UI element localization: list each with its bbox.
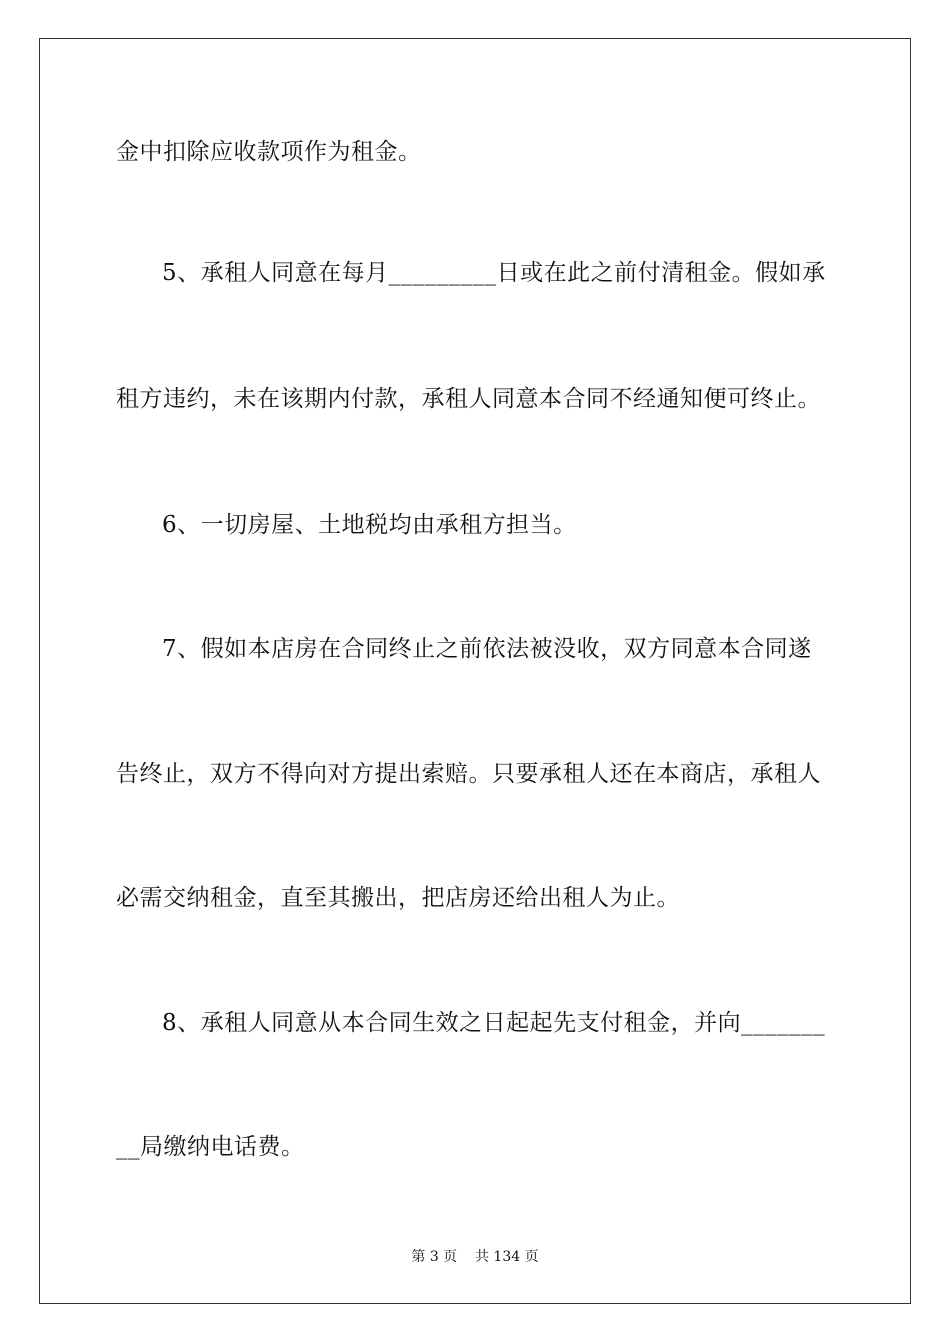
- clause-8-line-1: 8、承租人同意从本合同生效之日起起先支付租金，并向_______: [162, 1010, 826, 1036]
- clause-8-line-2: __局缴纳电话费。: [116, 1134, 305, 1160]
- clause-5-line-1: 5、承租人同意在每月_________日或在此之前付清租金。假如承: [162, 260, 826, 286]
- clause-7-line-2: 告终止，双方不得向对方提出索赔。只要承租人还在本商店，承租人: [116, 761, 821, 787]
- clause-7-line-3: 必需交纳租金，直至其搬出，把店房还给出租人为止。: [116, 885, 680, 911]
- page-border: [39, 38, 911, 1304]
- clause-5-line-2: 租方违约，未在该期内付款，承租人同意本合同不经通知便可终止。: [116, 386, 821, 412]
- clause-7-line-1: 7、假如本店房在合同终止之前依法被没收，双方同意本合同遂: [162, 636, 812, 662]
- page-number-footer: 第 3 页 共 134 页: [411, 1249, 539, 1265]
- clause-6-line: 6、一切房屋、土地税均由承租方担当。: [162, 512, 577, 538]
- text-line: 金中扣除应收款项作为租金。: [116, 139, 422, 165]
